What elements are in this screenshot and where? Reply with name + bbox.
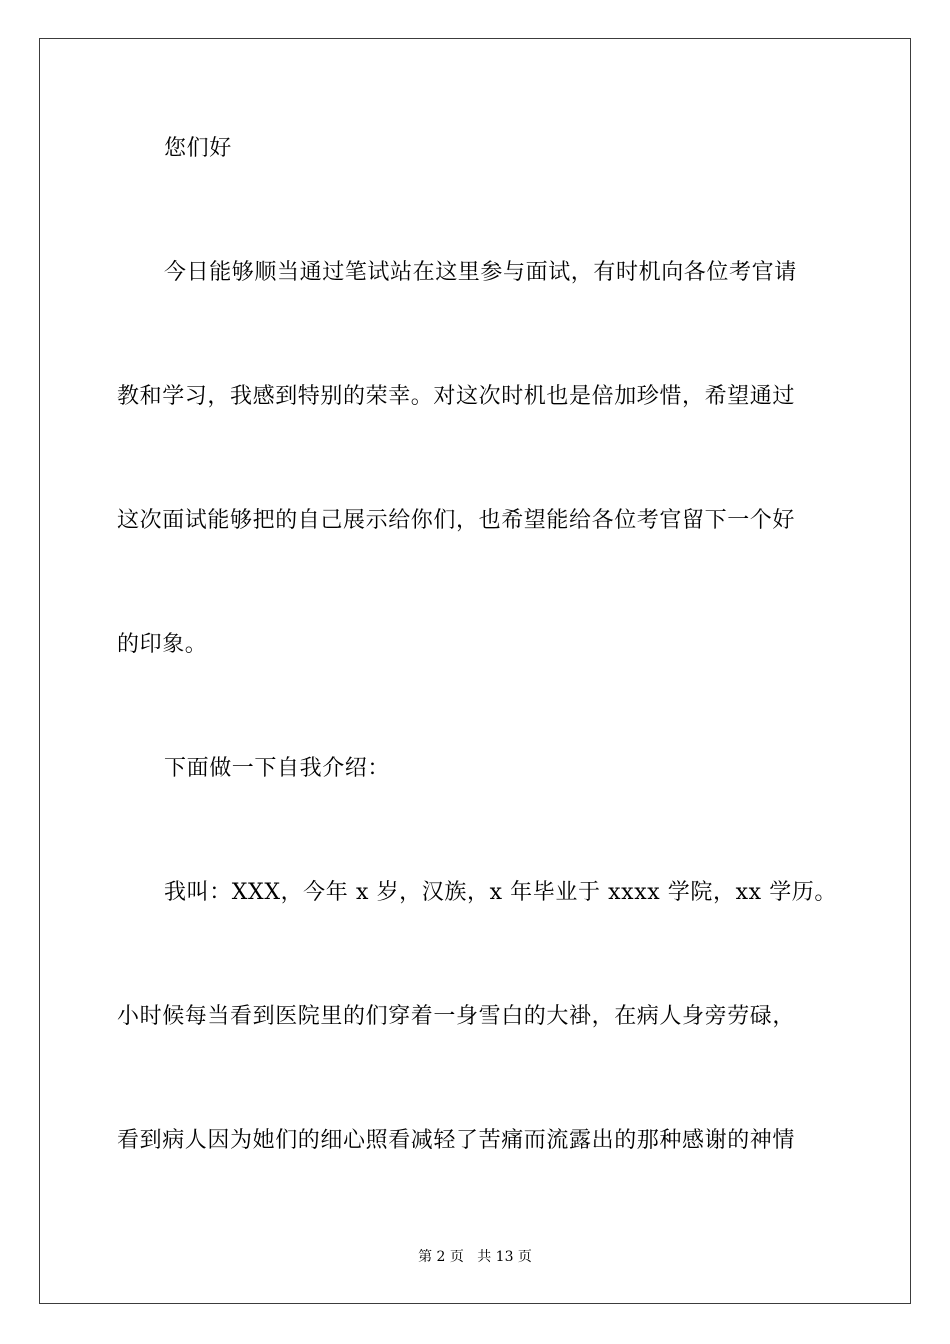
page-border [39,38,911,1304]
page-number-footer: 第 2 页 共 13 页 [418,1249,532,1265]
paragraph-line: 看到病人因为她们的细心照看减轻了苦痛而流露出的那种感谢的神情 [117,1128,796,1153]
paragraph-line: 教和学习，我感到特别的荣幸。对这次时机也是倍加珍惜，希望通过 [117,384,796,409]
greeting-line: 您们好 [164,136,232,161]
paragraph-line: 我叫：XXX，今年 x 岁，汉族，x 年毕业于 xxxx 学院，xx 学历。 [164,880,838,905]
paragraph-line: 这次面试能够把的自己展示给你们，也希望能给各位考官留下一个好 [117,508,796,533]
paragraph-line: 今日能够顺当通过笔试站在这里参与面试，有时机向各位考官请 [164,260,797,285]
paragraph-line: 的印象。 [117,632,208,657]
paragraph-line: 下面做一下自我介绍： [164,756,391,781]
paragraph-line: 小时候每当看到医院里的们穿着一身雪白的大褂，在病人身旁劳碌， [117,1004,796,1029]
